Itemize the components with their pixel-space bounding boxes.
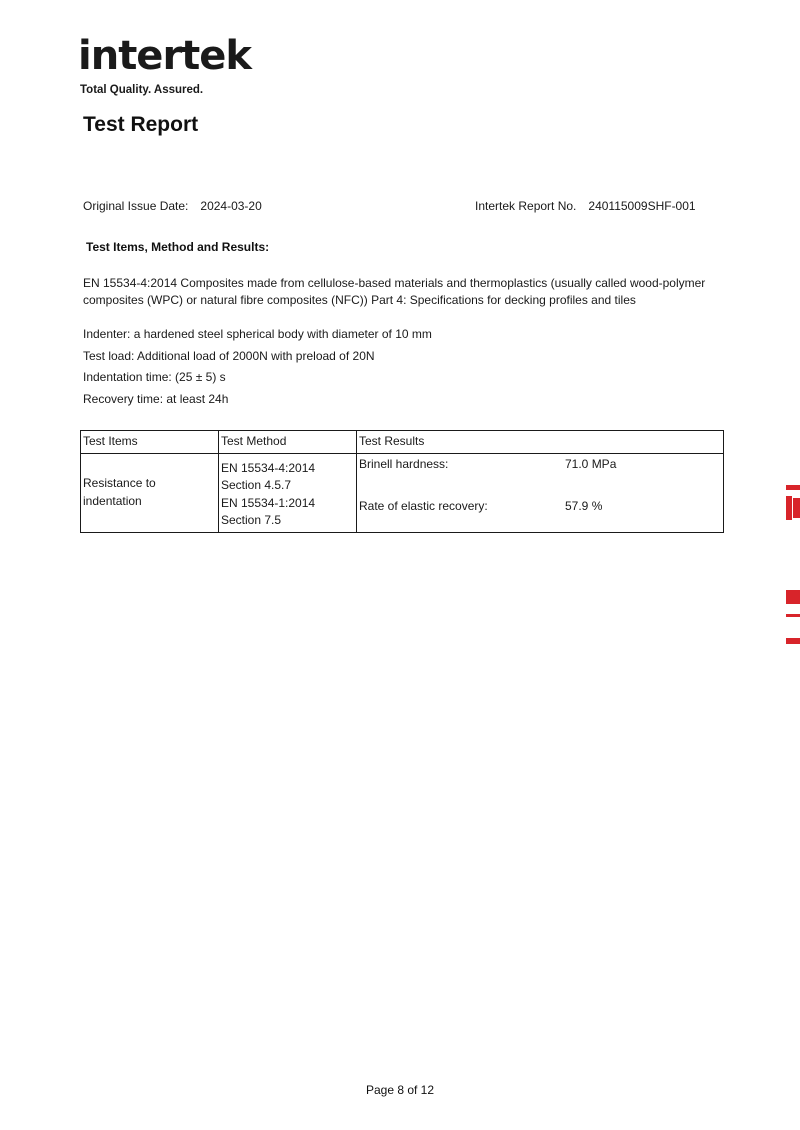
test-parameters <box>83 326 432 412</box>
stamp-partial <box>782 480 800 650</box>
report-number-label: Intertek Report No. <box>475 199 577 213</box>
standard-description: EN 15534-4:2014 Composites made from cellulose-based materials and thermoplastics (usually called wood-polymer composites (WPC) or natural fibre composites (NFC)) Part 4: Specifications for decking profiles and tiles <box>83 276 706 307</box>
result-brinell <box>359 456 721 498</box>
result-label: Rate of elastic recovery: <box>359 498 488 513</box>
stamp-mark <box>786 590 800 604</box>
section-heading: Test Items, Method and Results: <box>86 240 270 254</box>
stamp-mark <box>786 614 800 617</box>
stamp-mark <box>793 498 800 518</box>
param-indentation-time: Indentation time: (25 ± 5) s <box>83 370 226 384</box>
header-test-items: Test Items <box>81 431 219 454</box>
method-line: EN 15534-1:2014 <box>221 495 316 510</box>
result-label: Brinell hardness: <box>359 456 449 471</box>
result-elastic-recovery <box>359 498 721 516</box>
report-number <box>475 198 696 215</box>
header-test-method: Test Method <box>219 431 357 454</box>
stamp-mark <box>786 485 800 490</box>
issue-date-value: 2024-03-20 <box>200 199 262 213</box>
issue-date-label: Original Issue Date: <box>83 199 189 213</box>
test-results-cell <box>357 453 724 532</box>
method-line: EN 15534-4:2014 <box>221 460 316 475</box>
stamp-mark <box>786 638 800 644</box>
param-test-load: Test load: Additional load of 2000N with preload of 20N <box>83 348 375 363</box>
method-line: Section 4.5.7 <box>221 478 292 492</box>
test-item-line: indentation <box>83 493 142 508</box>
table-header-row <box>81 431 724 454</box>
page-title: Test Report <box>83 113 199 136</box>
table-row <box>81 453 724 532</box>
logo-tagline: Total Quality. Assured. <box>80 84 204 96</box>
stamp-mark <box>786 496 792 520</box>
result-value: 71.0 MPa <box>565 456 617 471</box>
intertek-logo: intertek <box>78 33 252 79</box>
test-method-cell <box>219 453 357 532</box>
test-item-cell <box>81 453 219 532</box>
page-number: Page 8 of 12 <box>365 1083 435 1097</box>
method-line: Section 7.5 <box>221 513 282 527</box>
param-recovery-time: Recovery time: at least 24h <box>83 391 229 406</box>
results-table <box>80 430 724 533</box>
header-test-results: Test Results <box>357 431 724 454</box>
param-indenter: Indenter: a hardened steel spherical body with diameter of 10 mm <box>83 327 432 341</box>
result-value: 57.9 % <box>565 498 603 513</box>
report-number-value: 240115009SHF-001 <box>588 199 696 213</box>
test-item-line: Resistance to <box>83 476 156 490</box>
issue-date <box>83 198 262 215</box>
